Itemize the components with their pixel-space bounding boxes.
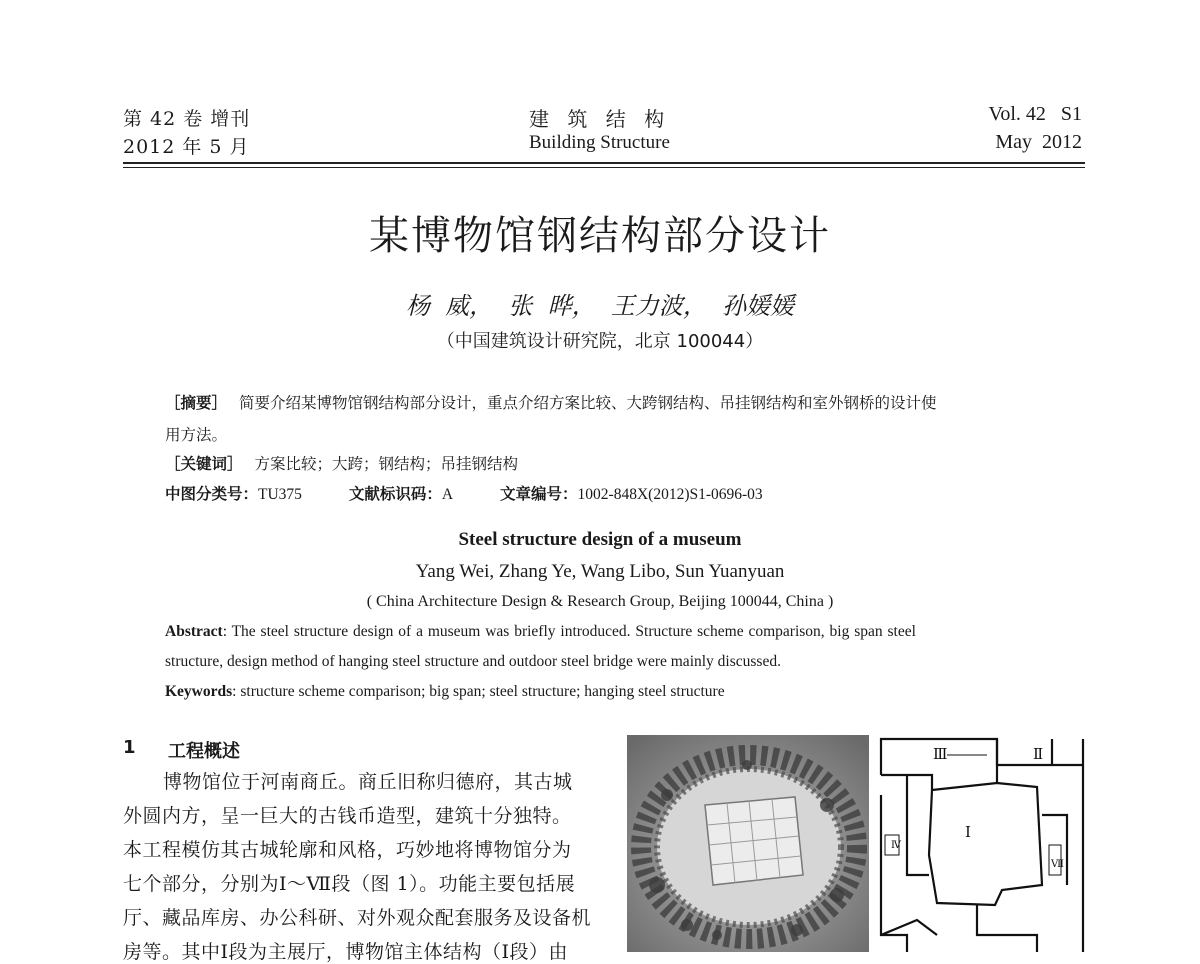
class-value: TU375 xyxy=(258,486,302,503)
abstract-en-text1: : The steel structure design of a museum was briefly introduced. Structure scheme comparison, big span steel xyxy=(222,623,916,640)
article-number-label: 文章编号： xyxy=(500,485,578,503)
article-number-value: 1002-848X(2012)S1-0696-03 xyxy=(577,486,763,503)
body-line: 外圆内方，呈一巨大的古钱币造型，建筑十分独特。 xyxy=(123,805,572,827)
journal-name-en: Building Structure xyxy=(529,132,670,153)
article-title-en: Steel structure design of a museum xyxy=(458,529,742,550)
abstract-label-en: Abstract xyxy=(165,623,223,640)
body-line: 厅、藏品库房、办公科研、对外观众配套服务及设备机 xyxy=(123,907,592,929)
authors-cn: 杨 威， 张 晔， 王力波， 孙媛媛 xyxy=(405,292,795,320)
keywords-cn-text: 方案比较；大跨；钢结构；吊挂钢结构 xyxy=(254,455,519,473)
keywords-label-cn: ［关键词］ xyxy=(165,455,243,473)
museum-model-photo xyxy=(627,735,869,952)
doccode-label: 文献标识码： xyxy=(348,485,442,503)
affiliation-cn: （中国建筑设计研究院，北京 100044） xyxy=(436,331,764,352)
plan-label-zone1: Ⅰ xyxy=(965,823,971,841)
journal-volume: 第 42 卷 增刊 xyxy=(123,108,251,130)
keywords-en-line xyxy=(165,683,725,701)
plan-label-zone3: Ⅲ xyxy=(933,745,948,763)
body-line: 房等。其中Ⅰ段为主展厅，博物馆主体结构（Ⅰ段）由 xyxy=(123,941,569,963)
authors-en: Yang Wei, Zhang Ye, Wang Libo, Sun Yuanyuan xyxy=(415,561,785,582)
abstract-cn-line1 xyxy=(165,391,937,413)
classification-line xyxy=(165,482,763,504)
abstract-en-line1 xyxy=(165,623,916,641)
journal-name-cn: 建 筑 结 构 xyxy=(529,107,671,131)
abstract-cn-text1: 简要介绍某博物馆钢结构部分设计，重点介绍方案比较、大跨钢结构、吊挂钢结构和室外钢桥的设计使 xyxy=(239,394,937,412)
journal-date: 2012 年 5 月 xyxy=(123,136,250,158)
plan-label-zone4: Ⅳ xyxy=(891,840,901,851)
body-line: 博物馆位于河南商丘。商丘旧称归德府，其古城 xyxy=(163,771,573,793)
plan-label-zone2: Ⅱ xyxy=(1033,745,1044,763)
header-rule-bottom xyxy=(123,167,1085,168)
header-rule-top xyxy=(123,162,1085,164)
abstract-label-cn: ［摘要］ xyxy=(165,394,228,412)
journal-volume-en: Vol. 42 S1 xyxy=(988,103,1082,125)
museum-floor-plan xyxy=(877,735,1087,952)
keywords-en-text: : structure scheme comparison; big span; steel structure; hanging steel structure xyxy=(232,683,725,700)
article-title-cn: 某博物馆钢结构部分设计 xyxy=(369,213,831,259)
class-label: 中图分类号： xyxy=(165,485,259,503)
body-line: 七个部分，分别为Ⅰ～Ⅶ段（图 1）。功能主要包括展 xyxy=(123,873,576,895)
keywords-cn-line xyxy=(165,452,518,474)
doccode-value: A xyxy=(441,486,454,503)
abstract-en-line2: structure, design method of hanging steel structure and outdoor steel bridge were mainly discussed. xyxy=(165,653,781,670)
plan-label-zone7: Ⅶ xyxy=(1051,859,1064,870)
keywords-label-en: Keywords xyxy=(165,683,233,700)
journal-date-en: May 2012 xyxy=(995,131,1082,153)
abstract-cn-line2: 用方法。 xyxy=(165,426,228,444)
section-heading: 工程概述 xyxy=(168,741,240,762)
body-line: 本工程模仿其古城轮廓和风格，巧妙地将博物馆分为 xyxy=(123,839,572,861)
affiliation-en: ( China Architecture Design & Research Group, Beijing 100044, China ) xyxy=(366,593,834,610)
section-number: 1 xyxy=(123,737,136,758)
